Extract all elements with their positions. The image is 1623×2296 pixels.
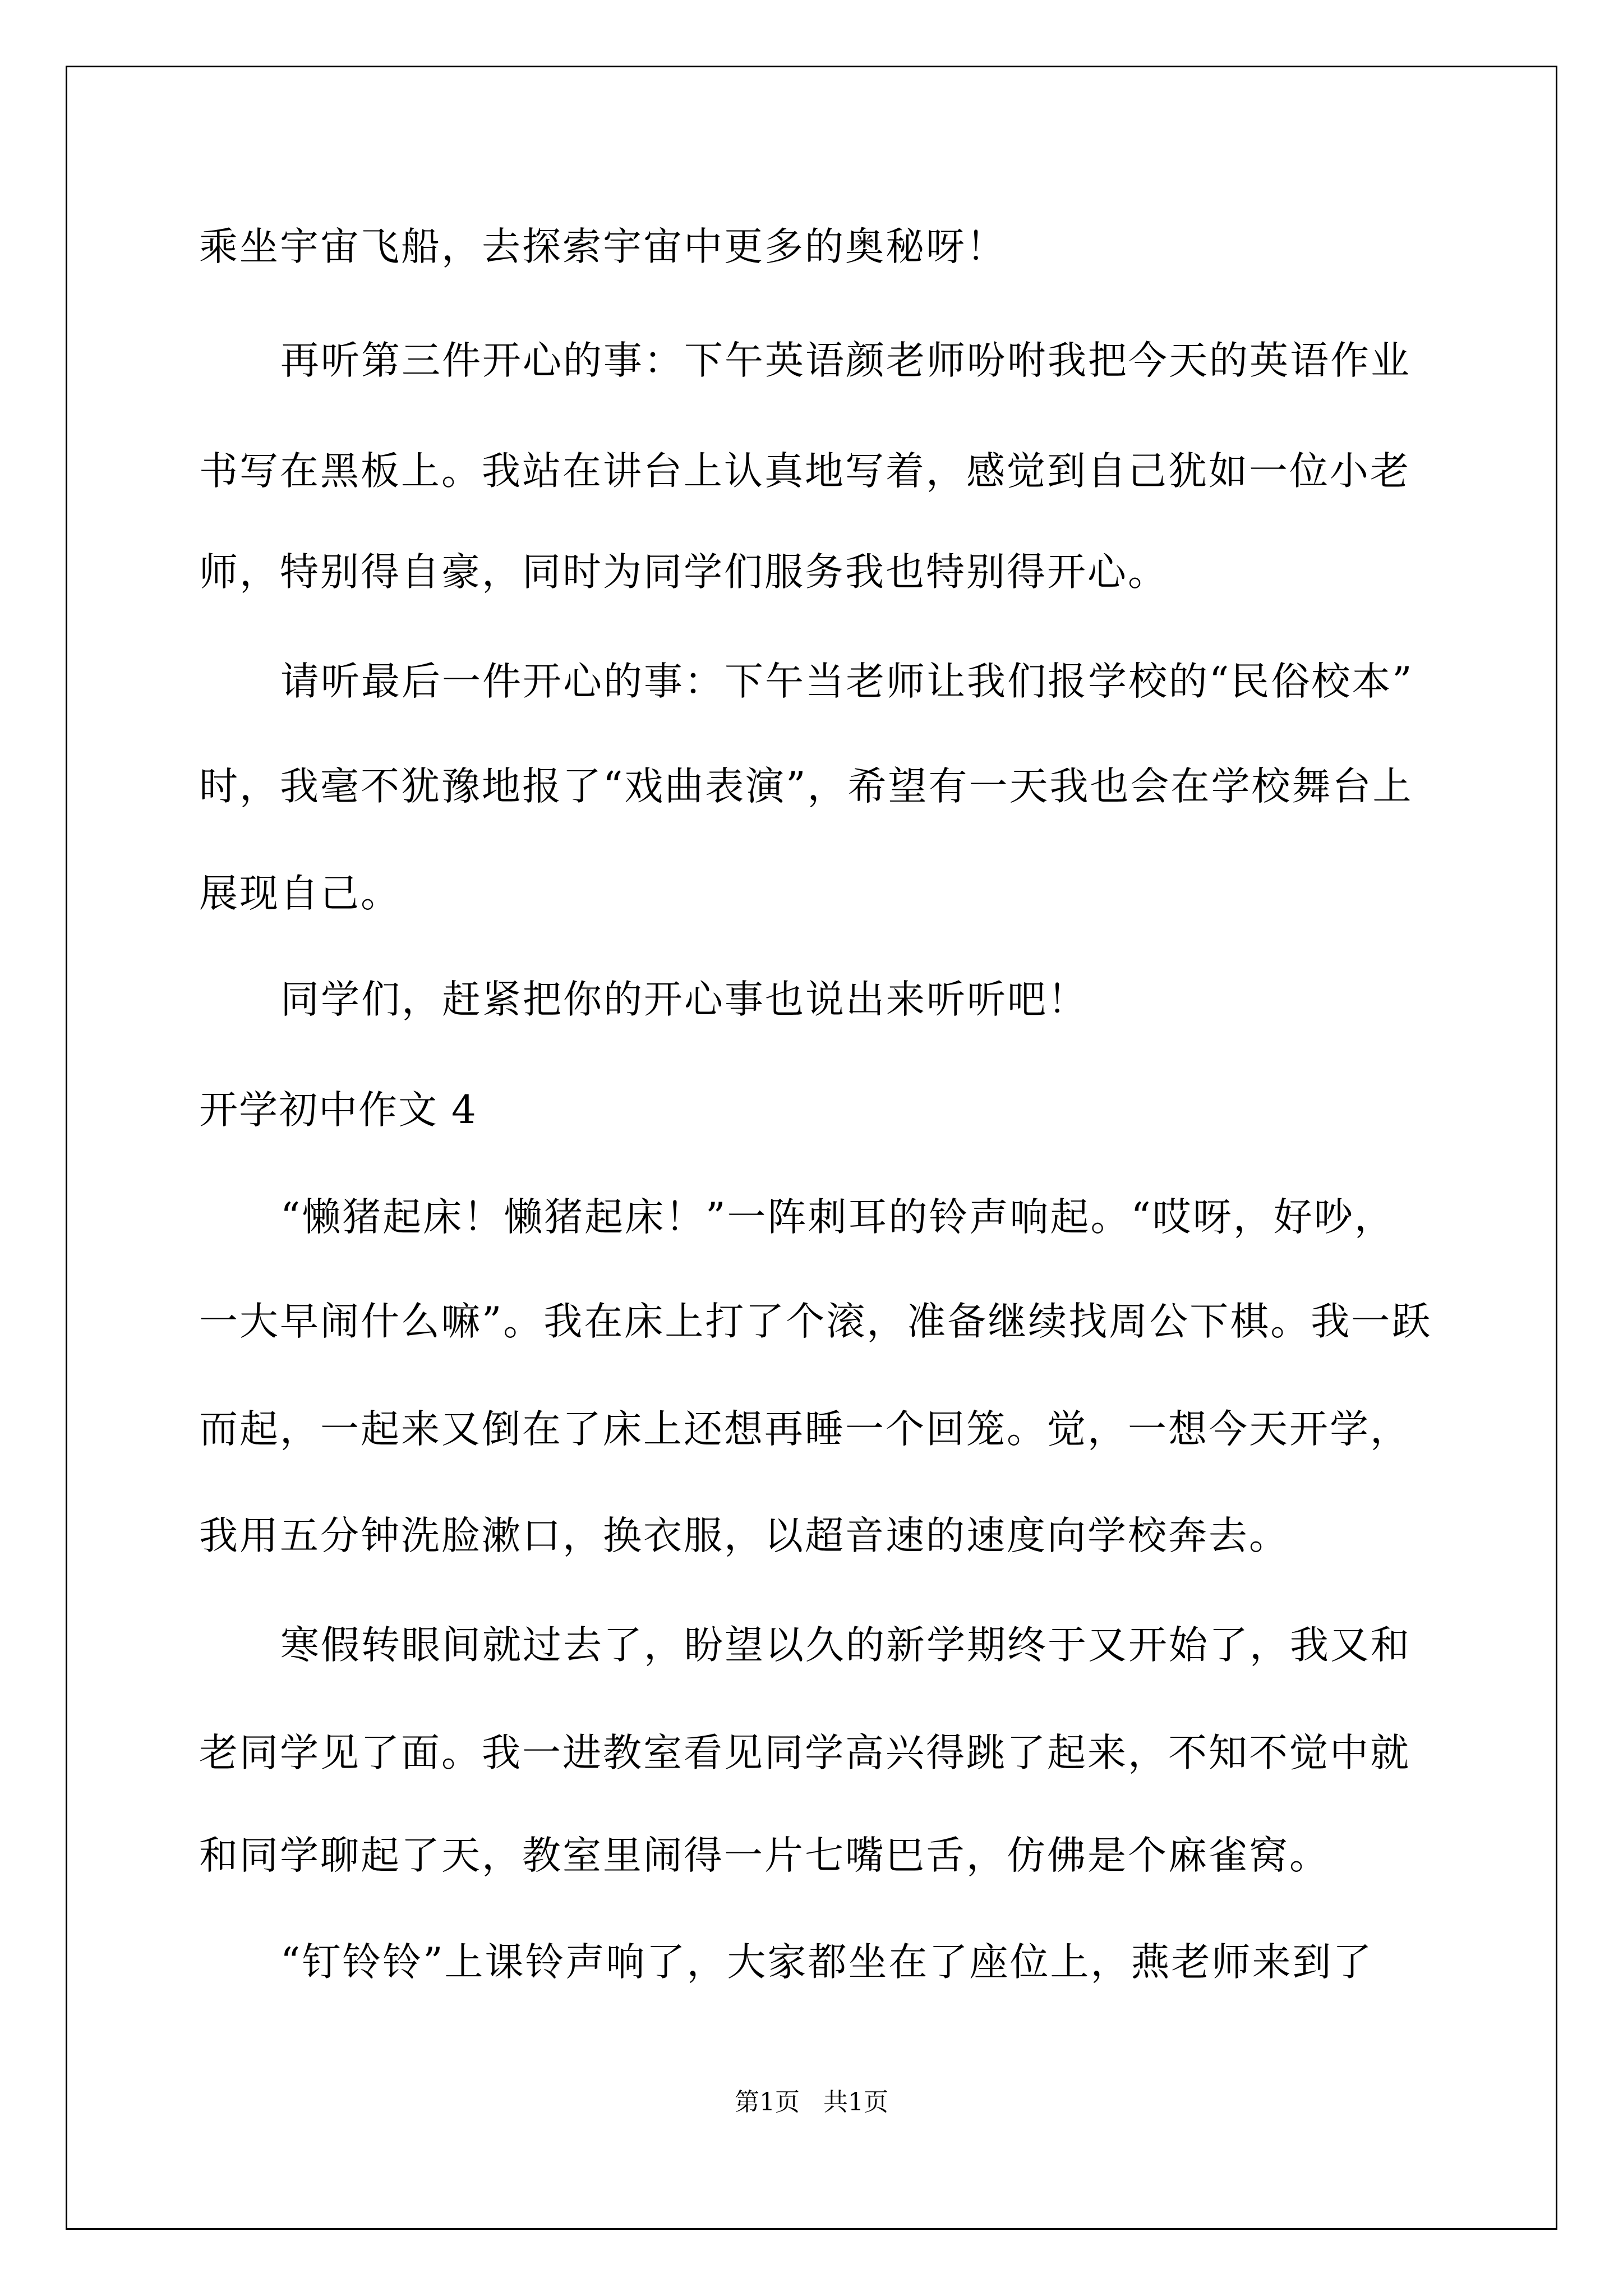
page-border (66, 66, 1557, 2230)
text-line: 师，特别得自豪，同时为同学们服务我也特别得开心。 (199, 550, 1168, 595)
text-line: 时，我毫不犹豫地报了“戏曲表演”，希望有一天我也会在学校舞台上 (199, 764, 1413, 809)
text-line: 乘坐宇宙飞船，去探索宇宙中更多的奥秘呀！ (199, 224, 1007, 269)
text-line: 而起，一起来又倒在了床上还想再睡一个回笼。觉，一想今天开学， (199, 1407, 1410, 1452)
paragraph-start-line: “懒猪起床！懒猪起床！”一阵刺耳的铃声响起。“哎呀，好吵， (280, 1195, 1395, 1240)
paragraph-start-line: “钉铃铃”上课铃声响了，大家都坐在了座位上，燕老师来到了 (280, 1940, 1373, 1985)
paragraph-start-line: 请听最后一件开心的事：下午当老师让我们报学校的“民俗校本” (280, 659, 1414, 704)
text-line: 书写在黑板上。我站在讲台上认真地写着，感觉到自己犹如一位小老 (199, 449, 1410, 494)
page-footer: 第1页 共1页 (735, 2088, 888, 2116)
text-line: 我用五分钟洗脸漱口，换衣服，以超音速的速度向学校奔去。 (199, 1513, 1289, 1558)
paragraph-start-line: 同学们，赶紧把你的开心事也说出来听听吧！ (280, 977, 1088, 1022)
paragraph-start-line: 再听第三件开心的事：下午英语颜老师吩咐我把今天的英语作业 (280, 338, 1411, 383)
text-line: 老同学见了面。我一进教室看见同学高兴得跳了起来，不知不觉中就 (199, 1731, 1410, 1775)
text-line: 一大早闹什么嘛”。我在床上打了个滚，准备继续找周公下棋。我一跃 (199, 1299, 1432, 1344)
text-line: 展现自己。 (199, 871, 401, 916)
paragraph-start-line: 寒假转眼间就过去了，盼望以久的新学期终于又开始了，我又和 (280, 1623, 1411, 1668)
text-line: 和同学聊起了天，教室里闹得一片七嘴巴舌，仿佛是个麻雀窝。 (199, 1833, 1330, 1878)
section-heading: 开学初中作文 4 (199, 1088, 477, 1133)
